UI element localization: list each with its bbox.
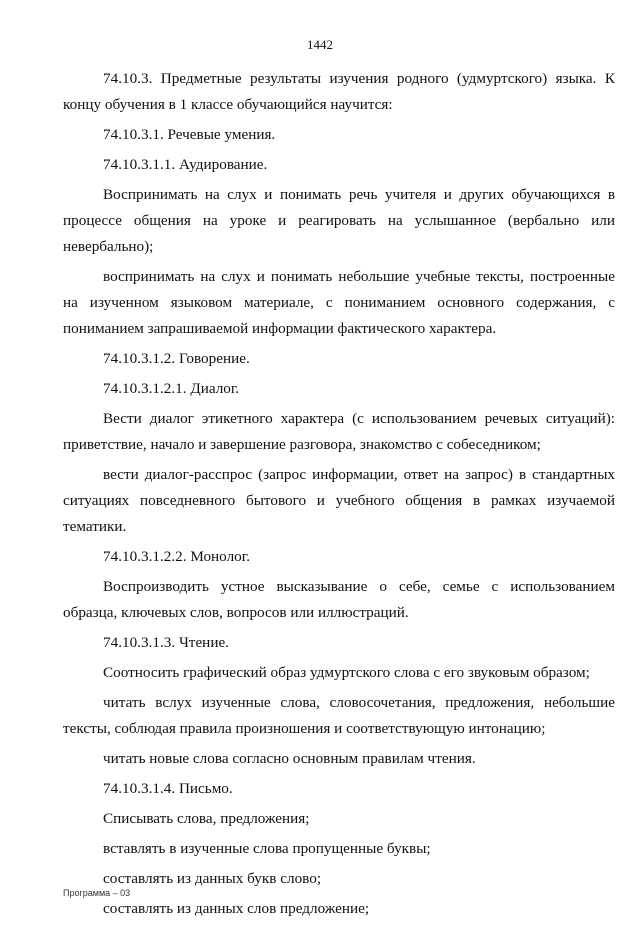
paragraph-writing-3: составлять из данных букв слово; (103, 870, 322, 887)
heading-reading: 74.10.3.1.3. Чтение. (103, 634, 229, 651)
heading-monologue: 74.10.3.1.2.2. Монолог. (103, 548, 251, 565)
paragraph-listening-2: воспринимать на слух и понимать небольшие учебные тексты, построенные на изученном языковом материале, с пониманием основного содержания, с пониманием запрашиваемой информации фактического характера. (63, 268, 615, 337)
paragraph-writing-1: Списывать слова, предложения; (103, 810, 310, 827)
paragraph-subject-results: 74.10.3. Предметные результаты изучения родного (удмуртского) языка. К концу обучения в 1 классе обучающийся научится: (63, 70, 615, 113)
footer-program-label: Программа – 03 (63, 888, 131, 898)
paragraph-dialogue-2: вести диалог-расспрос (запрос информации, ответ на запрос) в стандартных ситуациях повседневного бытового и учебного общения в рамках изучаемой тематики. (63, 466, 615, 535)
paragraph-reading-3: читать новые слова согласно основным правилам чтения. (103, 750, 476, 767)
paragraph-writing-2: вставлять в изученные слова пропущенные буквы; (103, 840, 431, 857)
heading-dialogue: 74.10.3.1.2.1. Диалог. (103, 380, 240, 397)
paragraph-dialogue-1: Вести диалог этикетного характера (с использованием речевых ситуаций): приветствие, начало и завершение разговора, знакомство с собеседником; (63, 410, 615, 453)
paragraph-monologue: Воспроизводить устное высказывание о себе, семье с использованием образца, ключевых слов, вопросов или иллюстраций. (63, 578, 615, 621)
heading-speech-skills: 74.10.3.1. Речевые умения. (103, 126, 276, 143)
paragraph-listening-1: Воспринимать на слух и понимать речь учителя и других обучающихся в процессе общения на уроке и реагировать на услышанное (вербально или невербально); (63, 186, 615, 255)
paragraph-reading-1: Соотносить графический образ удмуртского слова с его звуковым образом; (103, 664, 590, 681)
document-body (63, 66, 615, 926)
heading-speaking: 74.10.3.1.2. Говорение. (103, 350, 250, 367)
paragraph-writing-4: составлять из данных слов предложение; (103, 900, 370, 917)
heading-listening: 74.10.3.1.1. Аудирование. (103, 156, 268, 173)
page-number: 1442 (307, 37, 333, 52)
paragraph-reading-2: читать вслух изученные слова, словосочетания, предложения, небольшие тексты, соблюдая правила произношения и соответствующую интонацию; (63, 694, 615, 737)
heading-writing: 74.10.3.1.4. Письмо. (103, 780, 233, 797)
